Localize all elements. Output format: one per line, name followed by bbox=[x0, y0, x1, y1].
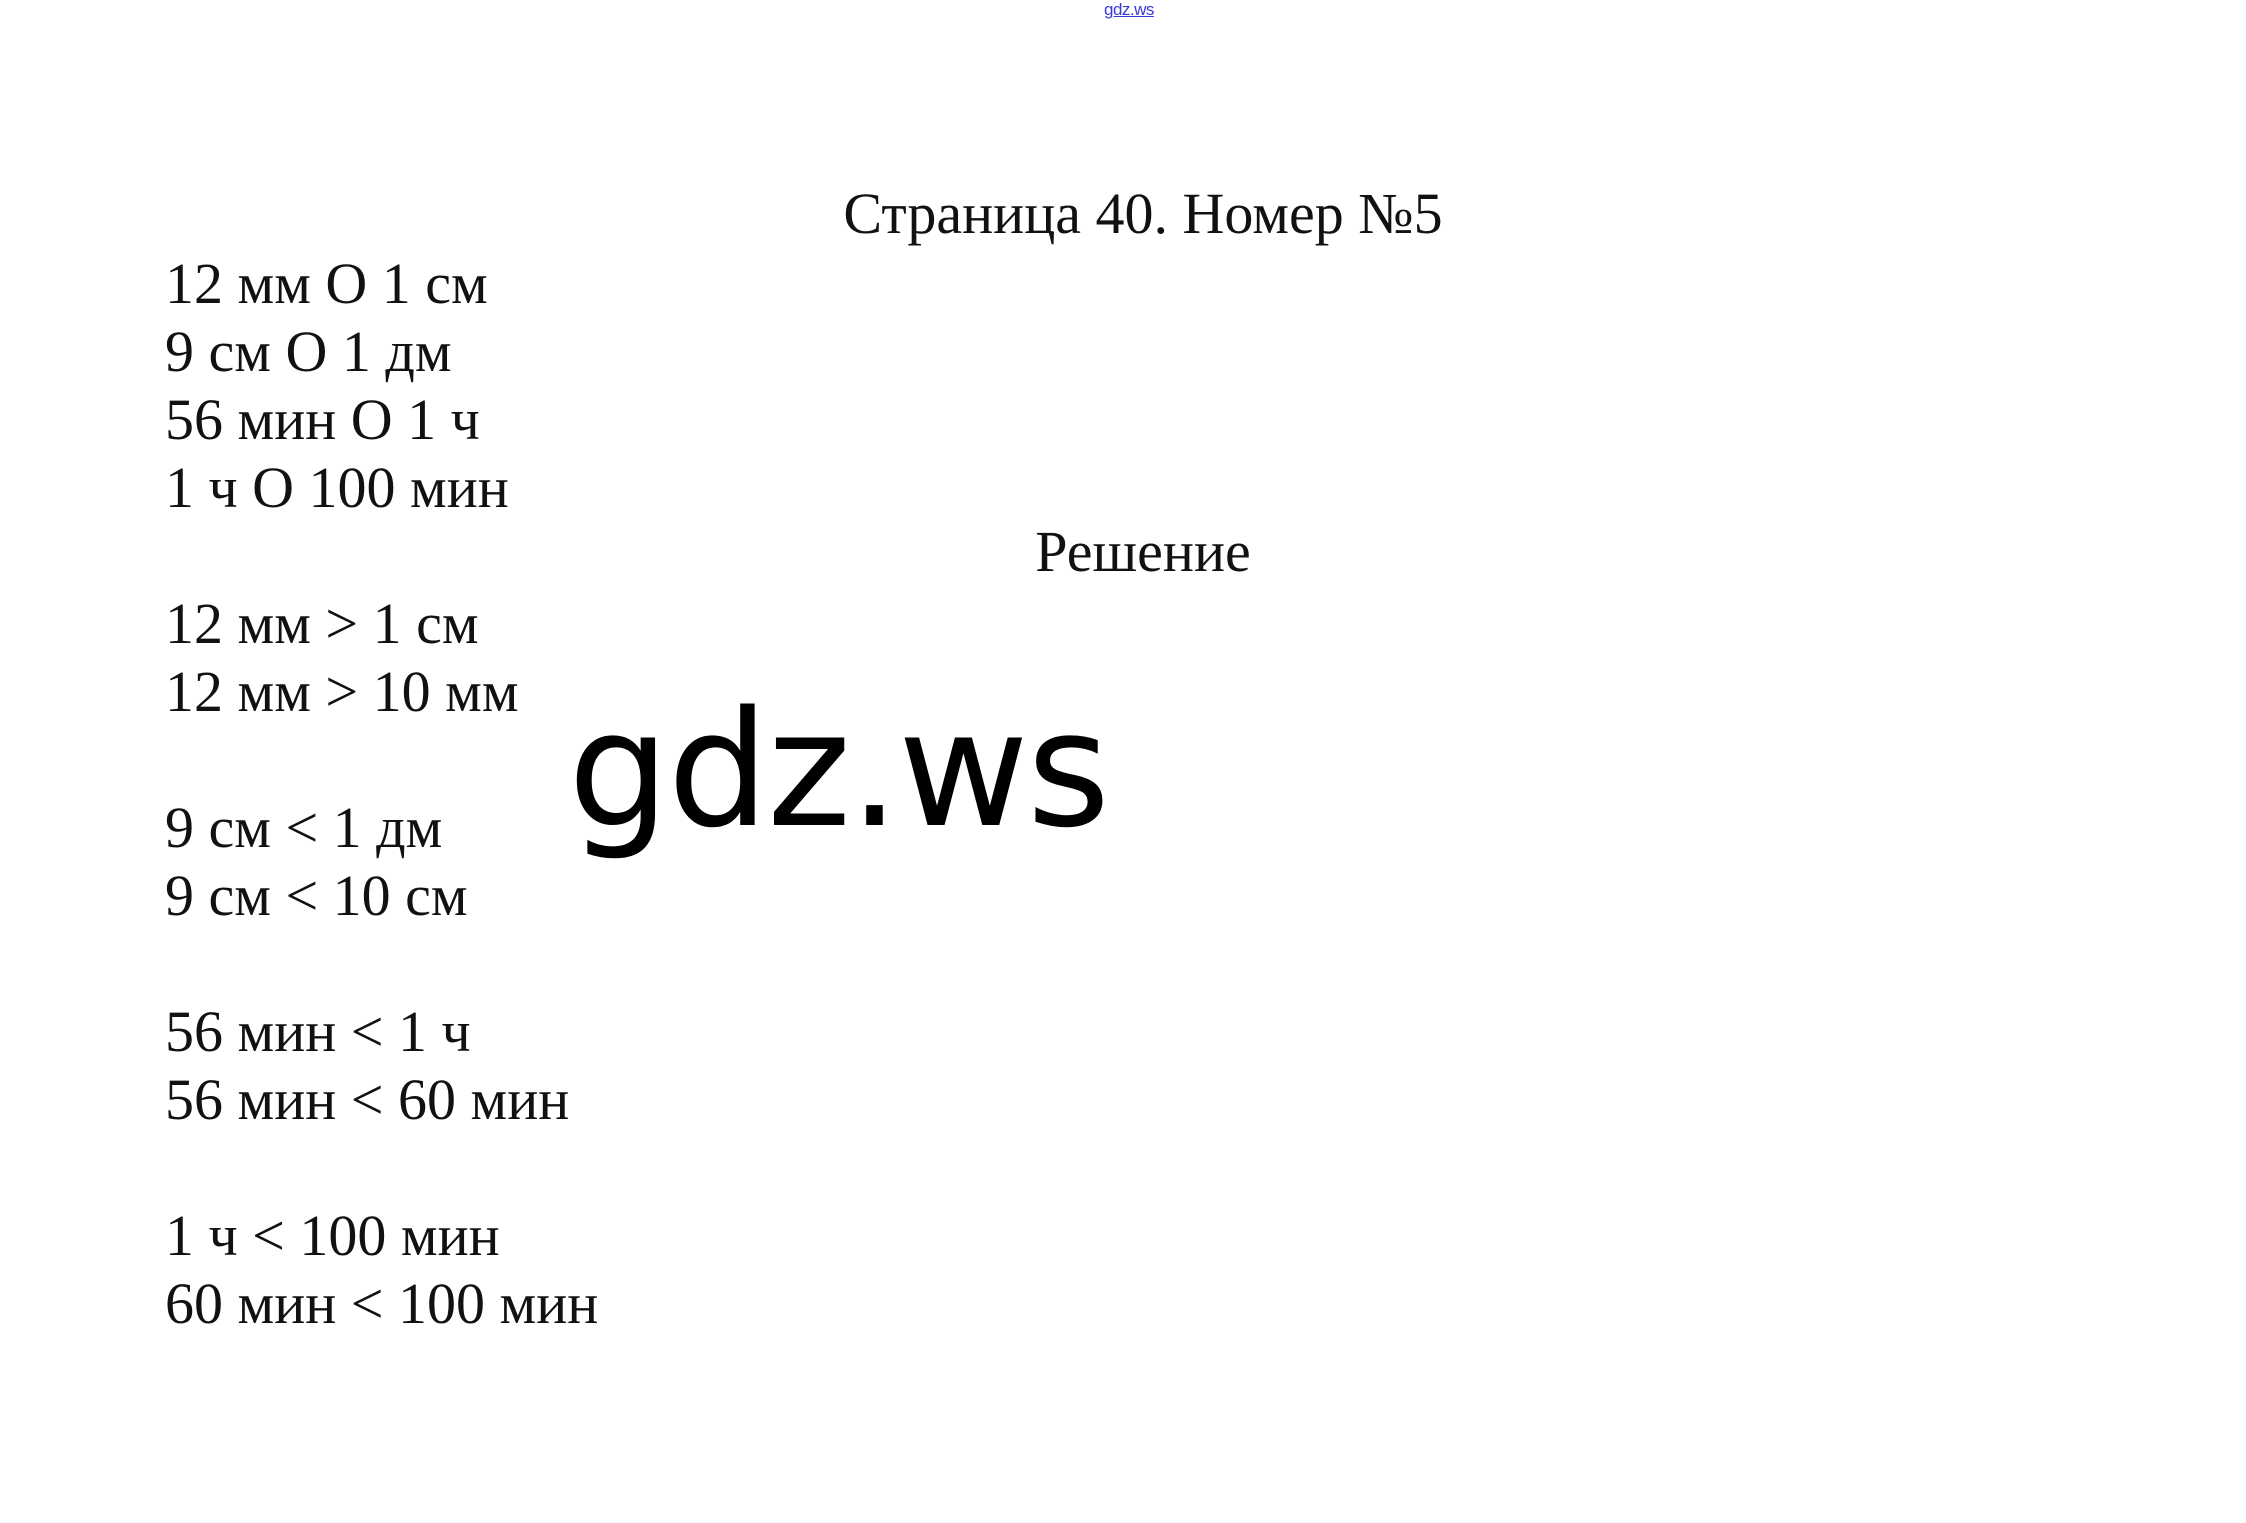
solution-line: 9 см < 1 дм bbox=[165, 795, 443, 860]
task-line: 56 мин О 1 ч bbox=[165, 387, 480, 452]
solution-line: 56 мин < 1 ч bbox=[165, 999, 471, 1064]
solution-line: 1 ч < 100 мин bbox=[165, 1203, 500, 1268]
solution-line: 56 мин < 60 мин bbox=[165, 1067, 570, 1132]
site-link[interactable]: gdz.ws bbox=[1104, 0, 1154, 19]
solution-line: 60 мин < 100 мин bbox=[165, 1271, 599, 1336]
solution-line: 9 см < 10 см bbox=[165, 863, 468, 928]
page-title: Страница 40. Номер №5 bbox=[843, 181, 1443, 246]
task-line: 9 см О 1 дм bbox=[165, 319, 452, 384]
solution-heading: Решение bbox=[1035, 519, 1251, 584]
task-line: 12 мм О 1 см bbox=[165, 251, 488, 316]
solution-line: 12 мм > 10 мм bbox=[165, 659, 519, 724]
watermark: gdz.ws bbox=[568, 676, 1109, 863]
task-line: 1 ч О 100 мин bbox=[165, 455, 509, 520]
solution-line: 12 мм > 1 см bbox=[165, 591, 479, 656]
